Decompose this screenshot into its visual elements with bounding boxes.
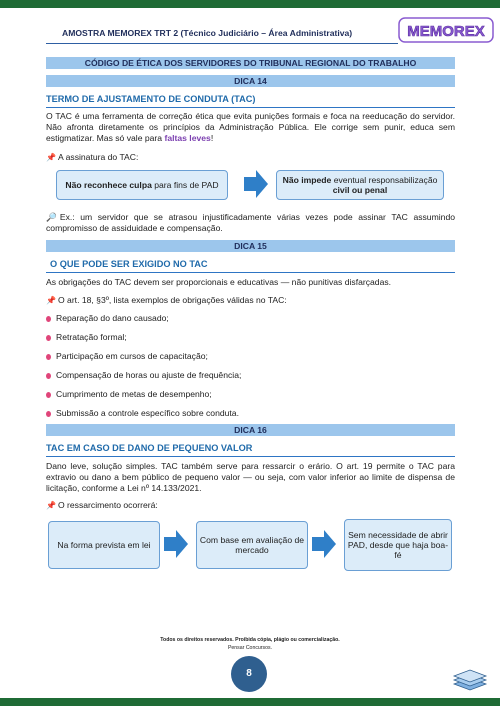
step-box-2: Com base em avaliação de mercado [196,521,308,569]
dica-16-intro: 📌 O ressarcimento ocorrerá: [46,500,158,510]
arrow-right-icon [312,530,336,558]
dica-14-example: 🔎Ex.: um servidor que se atrasou injustificadamente várias vezes pode assinar TAC assumindo compromisso de assiduidade e compensação. [46,212,455,233]
tac-effect-box-1 [56,170,228,200]
footer-brand: Pensar Concursos. [227,645,273,651]
tac-effect-box-2 [276,170,444,200]
books-icon [452,668,488,692]
heading-rule [46,272,455,273]
dica-15-heading: O QUE PODE SER EXIGIDO NO TAC [50,259,208,269]
memorex-logo [398,14,494,46]
bullet-dot-icon [46,316,51,322]
signature-intro: 📌 A assinatura do TAC: [46,152,139,162]
dica-15-band: DICA 15 [46,240,455,252]
box-2-text: Não impede eventual responsabilização civil ou penal [282,175,438,195]
heading-rule [46,107,455,108]
header-divider [46,43,398,44]
bullet-dot-icon [46,373,51,379]
pin-icon: 📌 [46,501,56,510]
bullet-dot-icon [46,411,51,417]
pin-icon: 📌 [46,296,56,305]
footer-rights: Todos os direitos reservados. Proibida cópia, plágio ou comercialização. [160,637,340,643]
bottom-green-bar [0,698,500,706]
list-item: Reparação do dano causado; [46,313,169,323]
dica-14-paragraph: O TAC é uma ferramenta de correção ética que evita punições formais e foca na reeducação do servidor. Não afronta diretamente os princípios da Administração Pública. Ele corrige sem punir, educa sem estigmatizar. Mas só vale para faltas leves! [46,111,455,143]
arrow-right-icon [164,530,188,558]
box-1-text: Não reconhece culpa para fins de PAD [65,180,219,190]
page-number: 8 [231,656,267,692]
bullet-dot-icon [46,354,51,360]
list-item: Compensação de horas ou ajuste de frequência; [46,370,241,380]
magnifier-icon: 🔎 [46,212,60,222]
pin-icon: 📌 [46,153,56,162]
heading-rule [46,456,455,457]
bullet-dot-icon [46,392,51,398]
header-title: AMOSTRA MEMOREX TRT 2 (Técnico Judiciário – Área Administrativa) [62,28,353,38]
highlight-faltas-leves: faltas leves [164,133,211,143]
list-item: Participação em cursos de capacitação; [46,351,208,361]
list-item: Cumprimento de metas de desempenho; [46,389,212,399]
list-item: Retratação formal; [46,332,127,342]
dica-15-intro: 📌 O art. 18, §3º, lista exemplos de obrigações válidas no TAC: [46,295,287,305]
step-box-1: Na forma prevista em lei [48,521,160,569]
bullet-dot-icon [46,335,51,341]
dica-16-band: DICA 16 [46,424,455,436]
dica-15-paragraph: As obrigações do TAC devem ser proporcionais e educativas — não punitivas disfarçadas. [46,277,392,287]
dica-16-heading: TAC EM CASO DE DANO DE PEQUENO VALOR [46,443,253,453]
arrow-right-icon [244,170,268,198]
list-item: Submissão a controle específico sobre conduta. [46,408,239,418]
svg-text:MEMOREX: MEMOREX [407,23,485,40]
dica-16-paragraph: Dano leve, solução simples. TAC também serve para ressarcir o erário. O art. 19 permite o TAC para extravio ou dano a bem público de pequeno valor — ou seja, com valor inferior ao limite de dispensa de licitação, conforme a Lei nº 14.133/2021. [46,461,455,493]
dica-14-heading: TERMO DE AJUSTAMENTO DE CONDUTA (TAC) [46,94,256,104]
dica-14-band: DICA 14 [46,75,455,87]
step-box-3: Sem necessidade de abrir PAD, desde que haja boa-fé [344,519,452,571]
top-green-bar [0,0,500,8]
document-title: CÓDIGO DE ÉTICA DOS SERVIDORES DO TRIBUNAL REGIONAL DO TRABALHO [46,57,455,69]
